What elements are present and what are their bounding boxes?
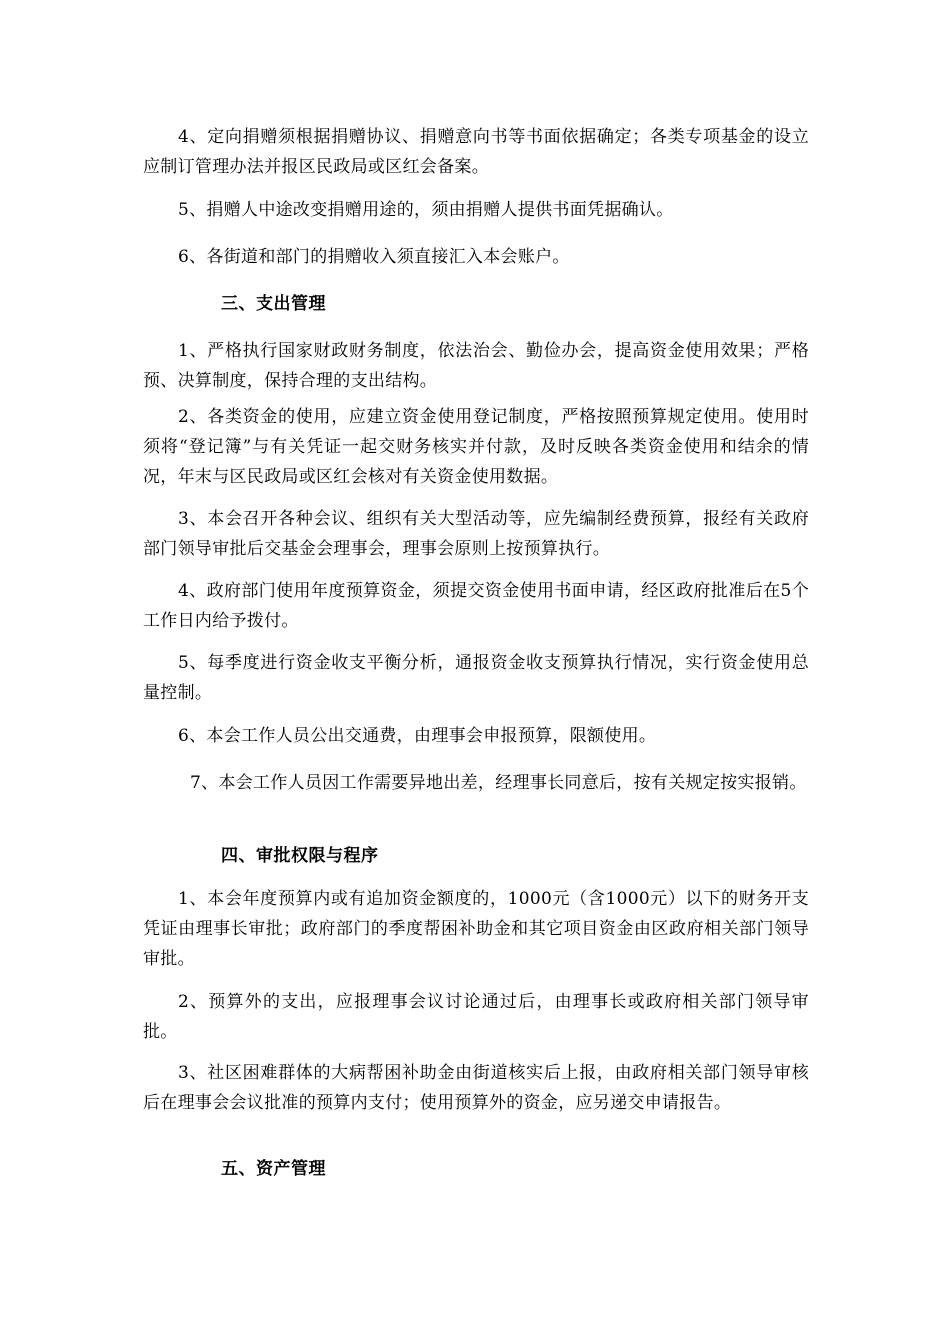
paragraph-expenditure-5: 5、每季度进行资金收支平衡分析，通报资金收支预算执行情况，实行资金使用总量控制。	[143, 653, 809, 703]
paragraph-approval-1: 1、本会年度预算内或有追加资金额度的，1000元（含1000元）以下的财务开支凭证由理事长审批；政府部门的季度帮困补助金和其它项目资金由区政府相关部门领导审批。	[143, 889, 809, 969]
section-heading-expenditure: 三、支出管理	[221, 294, 326, 314]
paragraph-donation-5: 5、捐赠人中途改变捐赠用途的，须由捐赠人提供书面凭据确认。	[178, 200, 674, 220]
paragraph-donation-6: 6、各街道和部门的捐赠收入须直接汇入本会账户。	[178, 247, 570, 267]
paragraph-expenditure-3: 3、本会召开各种会议、组织有关大型活动等，应先编制经费预算，报经有关政府部门领导审批后交基金会理事会，理事会原则上按预算执行。	[143, 509, 809, 559]
paragraph-expenditure-6: 6、本会工作人员公出交通费，由理事会申报预算，限额使用。	[178, 726, 657, 746]
paragraph-expenditure-7: 7、本会工作人员因工作需要异地出差，经理事长同意后，按有关规定按实报销。	[190, 773, 807, 793]
paragraph-donation-4: 4、定向捐赠须根据捐赠协议、捐赠意向书等书面依据确定；各类专项基金的设立应制订管理办法并报区民政局或区红会备案。	[143, 127, 809, 177]
section-heading-assets: 五、资产管理	[221, 1159, 326, 1179]
section-heading-approval: 四、审批权限与程序	[221, 846, 379, 866]
paragraph-approval-3: 3、社区困难群体的大病帮困补助金由街道核实后上报，由政府相关部门领导审核后在理事会会议批准的预算内支付；使用预算外的资金，应另递交申请报告。	[143, 1063, 809, 1113]
paragraph-expenditure-4: 4、政府部门使用年度预算资金，须提交资金使用书面申请，经区政府批准后在5个工作日内给予拨付。	[143, 581, 809, 631]
paragraph-approval-2: 2、预算外的支出，应报理事会议讨论通过后，由理事长或政府相关部门领导审批。	[143, 992, 809, 1042]
paragraph-expenditure-1: 1、严格执行国家财政财务制度，依法治会、勤俭办会，提高资金使用效果；严格预、决算制度，保持合理的支出结构。	[143, 341, 809, 391]
paragraph-expenditure-2: 2、各类资金的使用，应建立资金使用登记制度，严格按照预算规定使用。使用时须将“登记簿”与有关凭证一起交财务核实并付款，及时反映各类资金使用和结余的情况，年末与区民政局或区红会核对有关资金使用数据。	[143, 407, 809, 487]
